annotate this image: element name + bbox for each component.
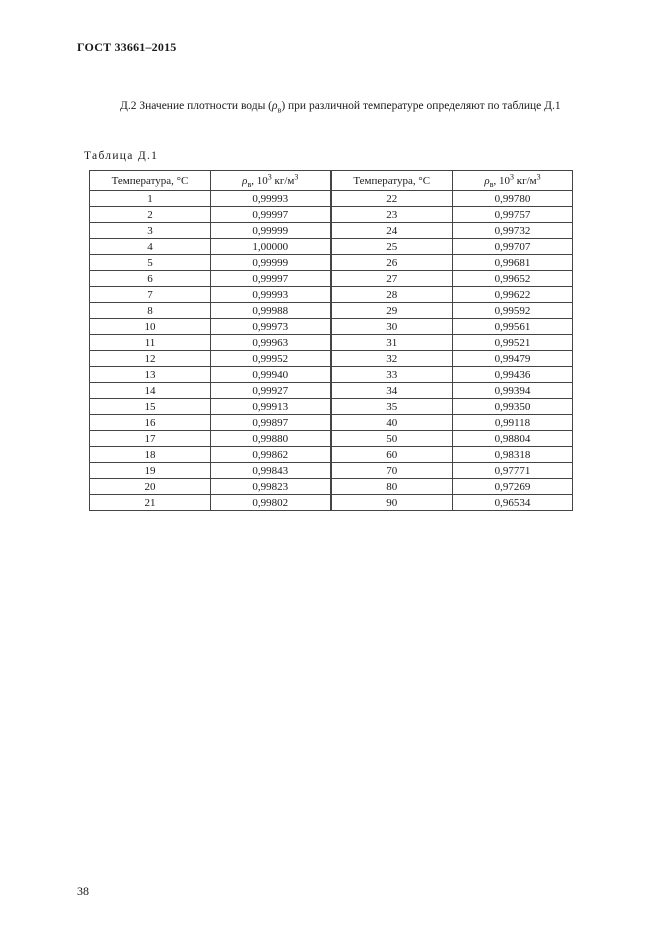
cell-density: 0,97771 bbox=[453, 463, 573, 479]
cell-temperature: 14 bbox=[90, 383, 211, 399]
cell-density: 0,99479 bbox=[453, 351, 573, 367]
cell-temperature: 7 bbox=[90, 287, 211, 303]
table-row bbox=[90, 415, 573, 431]
cell-density: 0,99732 bbox=[453, 223, 573, 239]
cell-density: 0,99952 bbox=[211, 351, 331, 367]
header-unit-exponent: 3 bbox=[509, 171, 514, 181]
cell-density: 0,99993 bbox=[211, 287, 331, 303]
cell-density: 0,99973 bbox=[211, 319, 331, 335]
cell-temperature: 5 bbox=[90, 255, 211, 271]
table-row bbox=[90, 191, 573, 207]
table-row bbox=[90, 431, 573, 447]
table-header-row bbox=[90, 171, 573, 191]
cell-temperature: 28 bbox=[331, 287, 453, 303]
table-row bbox=[90, 463, 573, 479]
cell-density: 0,98804 bbox=[453, 431, 573, 447]
cell-density: 0,99927 bbox=[211, 383, 331, 399]
header-temperature-1: Температура, °С bbox=[90, 171, 211, 191]
header-unit-prefix: , 10 bbox=[251, 174, 268, 187]
table-row bbox=[90, 255, 573, 271]
cell-temperature: 24 bbox=[331, 223, 453, 239]
cell-temperature: 13 bbox=[90, 367, 211, 383]
cell-temperature: 26 bbox=[331, 255, 453, 271]
table-row bbox=[90, 271, 573, 287]
cell-temperature: 8 bbox=[90, 303, 211, 319]
table-row bbox=[90, 495, 573, 511]
header-rho-subscript: в bbox=[247, 179, 252, 189]
cell-density: 0,99681 bbox=[453, 255, 573, 271]
cell-density: 0,99843 bbox=[211, 463, 331, 479]
table-row bbox=[90, 223, 573, 239]
cell-density: 0,99988 bbox=[211, 303, 331, 319]
table-row bbox=[90, 239, 573, 255]
cell-density: 0,99993 bbox=[211, 191, 331, 207]
cell-temperature: 20 bbox=[90, 479, 211, 495]
paragraph-d2 bbox=[77, 98, 582, 114]
cell-temperature: 40 bbox=[331, 415, 453, 431]
cell-density: 0,99823 bbox=[211, 479, 331, 495]
cell-density: 0,99913 bbox=[211, 399, 331, 415]
table-row bbox=[90, 383, 573, 399]
cell-density: 1,00000 bbox=[211, 239, 331, 255]
header-unit-exponent2: 3 bbox=[536, 171, 541, 181]
cell-temperature: 70 bbox=[331, 463, 453, 479]
cell-temperature: 2 bbox=[90, 207, 211, 223]
cell-density: 0,99999 bbox=[211, 255, 331, 271]
cell-temperature: 16 bbox=[90, 415, 211, 431]
cell-temperature: 1 bbox=[90, 191, 211, 207]
table-body bbox=[90, 191, 573, 511]
header-unit-mid: кг/м bbox=[271, 174, 295, 187]
cell-temperature: 29 bbox=[331, 303, 453, 319]
table-row bbox=[90, 287, 573, 303]
cell-temperature: 33 bbox=[331, 367, 453, 383]
cell-density: 0,99940 bbox=[211, 367, 331, 383]
cell-temperature: 31 bbox=[331, 335, 453, 351]
table-row bbox=[90, 367, 573, 383]
document-code: ГОСТ 33661–2015 bbox=[77, 40, 177, 54]
cell-density: 0,99521 bbox=[453, 335, 573, 351]
header-unit-prefix: , 10 bbox=[493, 174, 510, 187]
cell-density: 0,99862 bbox=[211, 447, 331, 463]
header-rho-symbol: ρ bbox=[242, 174, 248, 187]
cell-temperature: 23 bbox=[331, 207, 453, 223]
table-row bbox=[90, 479, 573, 495]
cell-temperature: 60 bbox=[331, 447, 453, 463]
cell-temperature: 50 bbox=[331, 431, 453, 447]
cell-density: 0,99350 bbox=[453, 399, 573, 415]
cell-temperature: 15 bbox=[90, 399, 211, 415]
cell-density: 0,99897 bbox=[211, 415, 331, 431]
cell-density: 0,99118 bbox=[453, 415, 573, 431]
cell-temperature: 6 bbox=[90, 271, 211, 287]
cell-density: 0,99963 bbox=[211, 335, 331, 351]
cell-temperature: 35 bbox=[331, 399, 453, 415]
header-unit-mid: кг/м bbox=[513, 174, 537, 187]
table-row bbox=[90, 351, 573, 367]
rho-symbol: ρ bbox=[272, 100, 278, 112]
table-row bbox=[90, 319, 573, 335]
cell-temperature: 27 bbox=[331, 271, 453, 287]
cell-temperature: 12 bbox=[90, 351, 211, 367]
rho-subscript: в bbox=[277, 105, 282, 115]
cell-density: 0,99997 bbox=[211, 271, 331, 287]
cell-temperature: 22 bbox=[331, 191, 453, 207]
cell-density: 0,99997 bbox=[211, 207, 331, 223]
table-row bbox=[90, 447, 573, 463]
header-unit-exponent: 3 bbox=[267, 171, 272, 181]
cell-density: 0,96534 bbox=[453, 495, 573, 511]
cell-density: 0,99561 bbox=[453, 319, 573, 335]
cell-density: 0,99757 bbox=[453, 207, 573, 223]
header-density-2 bbox=[453, 171, 573, 191]
table-row bbox=[90, 207, 573, 223]
cell-temperature: 17 bbox=[90, 431, 211, 447]
cell-temperature: 25 bbox=[331, 239, 453, 255]
cell-temperature: 11 bbox=[90, 335, 211, 351]
cell-density: 0,99592 bbox=[453, 303, 573, 319]
cell-temperature: 32 bbox=[331, 351, 453, 367]
cell-density: 0,99622 bbox=[453, 287, 573, 303]
cell-density: 0,99707 bbox=[453, 239, 573, 255]
table-row bbox=[90, 303, 573, 319]
cell-temperature: 3 bbox=[90, 223, 211, 239]
cell-temperature: 18 bbox=[90, 447, 211, 463]
cell-density: 0,99780 bbox=[453, 191, 573, 207]
cell-density: 0,97269 bbox=[453, 479, 573, 495]
table-row bbox=[90, 335, 573, 351]
page-number: 38 bbox=[77, 884, 89, 898]
cell-temperature: 21 bbox=[90, 495, 211, 511]
header-rho-symbol: ρ bbox=[484, 174, 490, 187]
paragraph-text-before: Д.2 Значение плотности воды ( bbox=[120, 100, 272, 112]
density-table bbox=[89, 170, 573, 511]
header-unit-exponent2: 3 bbox=[294, 171, 299, 181]
table-row bbox=[90, 399, 573, 415]
cell-temperature: 19 bbox=[90, 463, 211, 479]
cell-temperature: 30 bbox=[331, 319, 453, 335]
cell-density: 0,99652 bbox=[453, 271, 573, 287]
cell-temperature: 34 bbox=[331, 383, 453, 399]
cell-density: 0,99436 bbox=[453, 367, 573, 383]
table-caption: Таблица Д.1 bbox=[84, 150, 159, 162]
header-temperature-2: Температура, °С bbox=[331, 171, 453, 191]
cell-temperature: 4 bbox=[90, 239, 211, 255]
cell-temperature: 10 bbox=[90, 319, 211, 335]
header-rho-subscript: в bbox=[489, 179, 494, 189]
cell-temperature: 90 bbox=[331, 495, 453, 511]
cell-density: 0,99802 bbox=[211, 495, 331, 511]
cell-density: 0,99999 bbox=[211, 223, 331, 239]
cell-density: 0,99880 bbox=[211, 431, 331, 447]
cell-temperature: 80 bbox=[331, 479, 453, 495]
cell-density: 0,99394 bbox=[453, 383, 573, 399]
paragraph-text-after: ) при различной температуре определяют по таблице Д.1 bbox=[281, 100, 561, 112]
header-density-1 bbox=[211, 171, 331, 191]
cell-density: 0,98318 bbox=[453, 447, 573, 463]
